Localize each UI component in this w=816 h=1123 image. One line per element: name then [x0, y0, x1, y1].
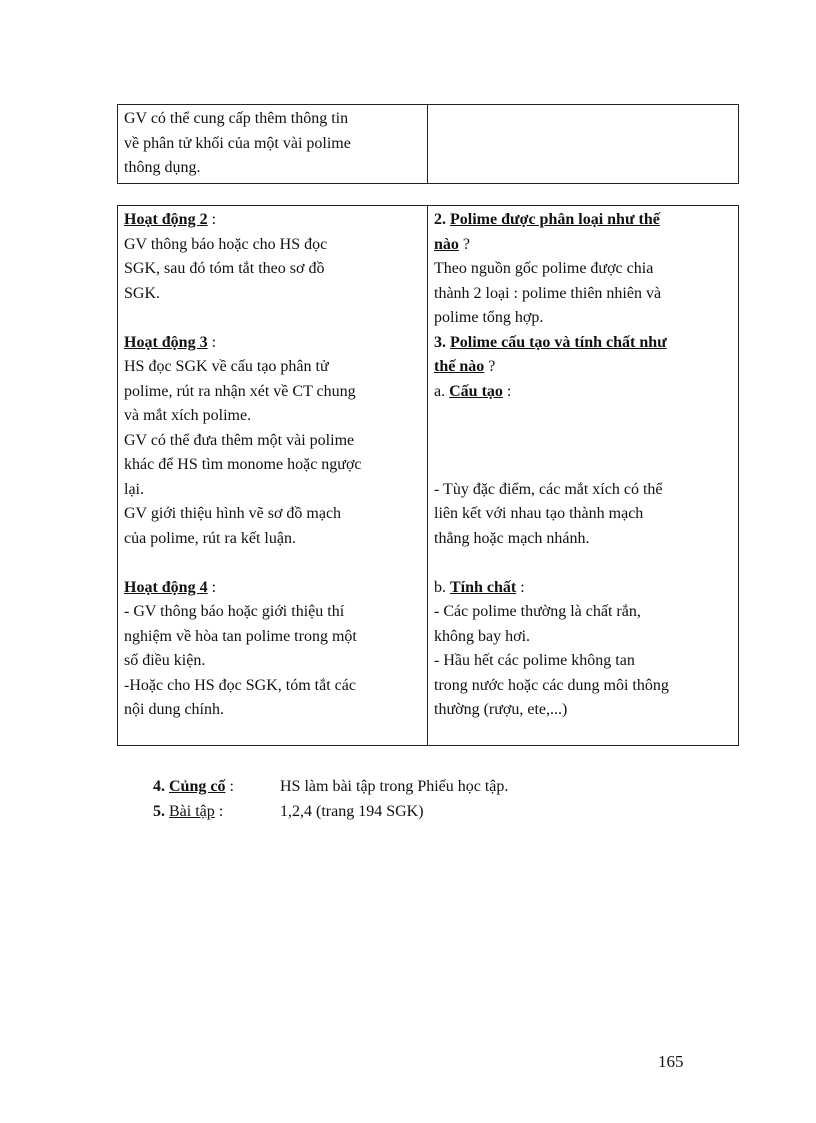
text-line: liên kết với nhau tạo thành mạch: [434, 505, 644, 522]
activity-3-heading: Hoạt động 3 :: [124, 333, 217, 351]
section-3-heading-cont: thế nào ?: [434, 358, 496, 375]
text-line: -Hoặc cho HS đọc SGK, tóm tắt các: [124, 676, 356, 694]
info-right-cell: [428, 105, 739, 184]
consolidation-text: HS làm bài tập trong Phiếu học tập.: [280, 778, 509, 795]
info-left-cell: [118, 105, 428, 184]
page-number: 165: [658, 1052, 684, 1071]
text-line: polime, rút ra nhận xét về CT chung: [124, 382, 356, 400]
section-3-heading: 3. Polime cấu tạo và tính chất như: [434, 333, 667, 351]
activity-2-heading: Hoạt động 2 :: [124, 211, 217, 228]
text-line: SGK.: [124, 284, 161, 302]
text-line: GV thông báo hoặc cho HS đọc: [124, 235, 328, 253]
text-line: polime tổng hợp.: [434, 309, 544, 326]
summary-section: [153, 774, 508, 824]
text-line: - Các polime thường là chất rắn,: [434, 603, 641, 620]
text-line: không bay hơi.: [434, 627, 531, 645]
text-line: GV có thể đưa thêm một vài polime: [124, 431, 355, 449]
consolidation-item: 4. Củng cố : HS làm bài tập trong Phiếu học tập.: [153, 778, 509, 795]
subsection-a-heading: a. Cấu tạo :: [434, 382, 512, 400]
exercise-item: 5. Bài tập : 1,2,4 (trang 194 SGK): [153, 803, 424, 820]
info-table: [117, 104, 739, 184]
text-line: lại.: [124, 480, 144, 498]
text-line: nội dung chính.: [124, 701, 224, 718]
text-line: thường (rượu, ete,...): [434, 701, 568, 718]
text-line: GV có thể cung cấp thêm thông tin: [124, 110, 349, 127]
text-line: GV giới thiệu hình vẽ sơ đồ mạch: [124, 505, 342, 522]
text-line: của polime, rút ra kết luận.: [124, 529, 296, 547]
text-line: thẳng hoặc mạch nhánh.: [434, 529, 590, 547]
section-2-heading-cont: nào ?: [434, 235, 471, 253]
text-line: và mắt xích polime.: [124, 407, 252, 424]
text-line: số điều kiện.: [124, 652, 206, 669]
text-line: trong nước hoặc các dung môi thông: [434, 676, 669, 694]
activity-4-heading: Hoạt động 4 :: [124, 578, 217, 596]
text-line: về phân tử khối của một vài polime: [124, 134, 351, 152]
content-cell: [428, 206, 739, 746]
text-line: - Tùy đặc điểm, các mắt xích có thể: [434, 480, 663, 498]
text-line: - Hầu hết các polime không tan: [434, 652, 635, 669]
activities-cell: [118, 206, 428, 746]
section-2-heading: 2. Polime được phân loại như thế: [434, 211, 660, 228]
text-line: khác để HS tìm monome hoặc ngược: [124, 456, 362, 473]
text-line: - GV thông báo hoặc giới thiệu thí: [124, 603, 345, 620]
text-line: nghiệm về hòa tan polime trong một: [124, 627, 357, 645]
exercise-text: 1,2,4 (trang 194 SGK): [280, 803, 424, 820]
text-line: HS đọc SGK về cấu tạo phân tử: [124, 358, 329, 375]
text-line: thông dụng.: [124, 159, 201, 176]
text-line: thành 2 loại : polime thiên nhiên và: [434, 284, 662, 302]
activity-table: [117, 205, 739, 746]
subsection-b-heading: b. Tính chất :: [434, 578, 525, 596]
text-line: Theo nguồn gốc polime được chia: [434, 260, 654, 277]
text-line: SGK, sau đó tóm tắt theo sơ đồ: [124, 260, 325, 277]
